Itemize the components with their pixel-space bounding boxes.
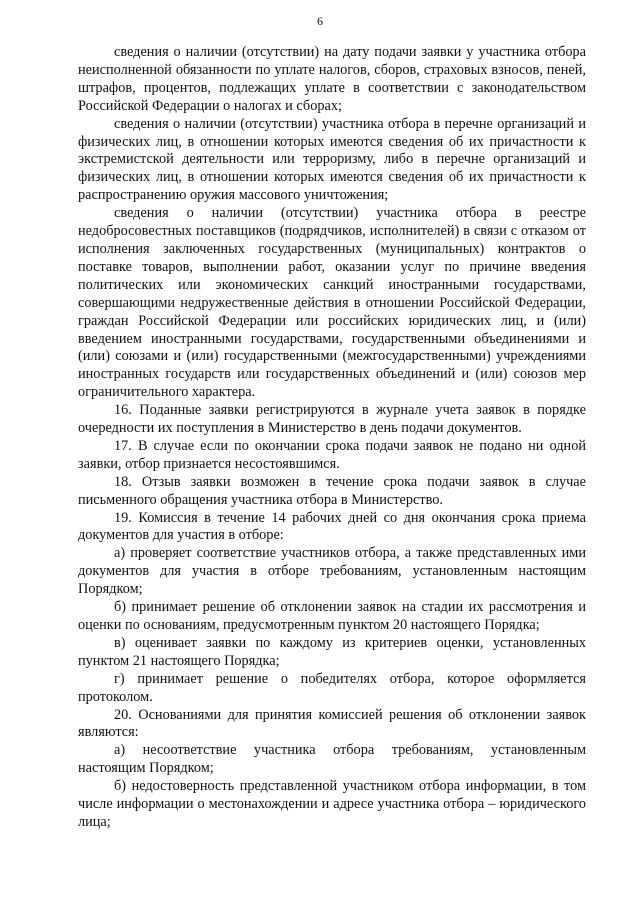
paragraph-19d: г) принимает решение о победителях отбора, которое оформляется протоколом.: [78, 670, 586, 705]
paragraph-extremism-list-info: сведения о наличии (отсутствии) участника отбора в перечне организаций и физических лиц, в отношении которых имеются сведения об их причастности к экстремистской деятельности или терроризму, либо в перечне организаций и физических лиц, в отношении которых имеются сведения об их причастности к распространению оружия массового уничтожения;: [78, 115, 586, 204]
document-body: [78, 44, 586, 832]
paragraph-19-commission: 19. Комиссия в течение 14 рабочих дней со дня окончания срока приема документов для участия в отборе:: [78, 509, 586, 544]
paragraph-19b: б) принимает решение об отклонении заявок на стадии их рассмотрения и оценки по основаниям, предусмотренным пунктом 20 настоящего Порядка;: [78, 599, 586, 633]
paragraph-18-withdrawal: 18. Отзыв заявки возможен в течение срока подачи заявок в случае письменного обращения участника отбора в Министерство.: [78, 473, 586, 508]
paragraph-tax-debt-info: сведения о наличии (отсутствии) на дату подачи заявки у участника отбора неисполненной обязанности по уплате налогов, сборов, страховых взносов, пеней, штрафов, процентов, подлежащих уплате в соответствии с законодательством Российской Федерации о налогах и сборах;: [78, 44, 586, 114]
paragraph-16-registration: 16. Поданные заявки регистрируются в журнале учета заявок в порядке очередности их поступления в Министерство в день подачи документов.: [78, 402, 586, 437]
paragraph-20-rejection-grounds: 20. Основаниями для принятия комиссией решения об отклонении заявок являются:: [78, 706, 586, 741]
paragraph-17-no-applications: 17. В случае если по окончании срока подачи заявок не подано ни одной заявки, отбор признается несостоявшимся.: [78, 437, 586, 472]
paragraph-19a: а) проверяет соответствие участников отбора, а также представленных ими документов для участия в отборе требованиям, установленным настоящим Порядком;: [78, 545, 586, 598]
paragraph-unfair-suppliers-info: сведения о наличии (отсутствии) участника отбора в реестре недобросовестных поставщиков (подрядчиков, исполнителей) в связи с отказом от исполнения заключенных государственных (муниципальных) контрактов о поставке товаров, выполнении работ, оказании услуг по причине введения политических или экономических санкций иностранными государствами, совершающими недружественные действия в отношении Российской Федерации, граждан Российской Федерации или российских юридических лиц, и (или) введением иностранными государствами, государственными объединениями и (или) союзами и (или) государственными (межгосударственными) учреждениями иностранных государств или государственных объединений и (или) союзов мер ограничительного характера.: [78, 205, 586, 401]
paragraph-20b: б) недостоверность представленной участником отбора информации, в том числе информации о местонахождении и адресе участника отбора – юридического лица;: [78, 778, 586, 830]
paragraph-20a: а) несоответствие участника отбора требованиям, установленным настоящим Порядком;: [78, 742, 586, 777]
paragraph-19c: в) оценивает заявки по каждому из критериев оценки, установленных пунктом 21 настоящего Порядка;: [78, 634, 586, 669]
page-number: 6: [317, 14, 323, 28]
